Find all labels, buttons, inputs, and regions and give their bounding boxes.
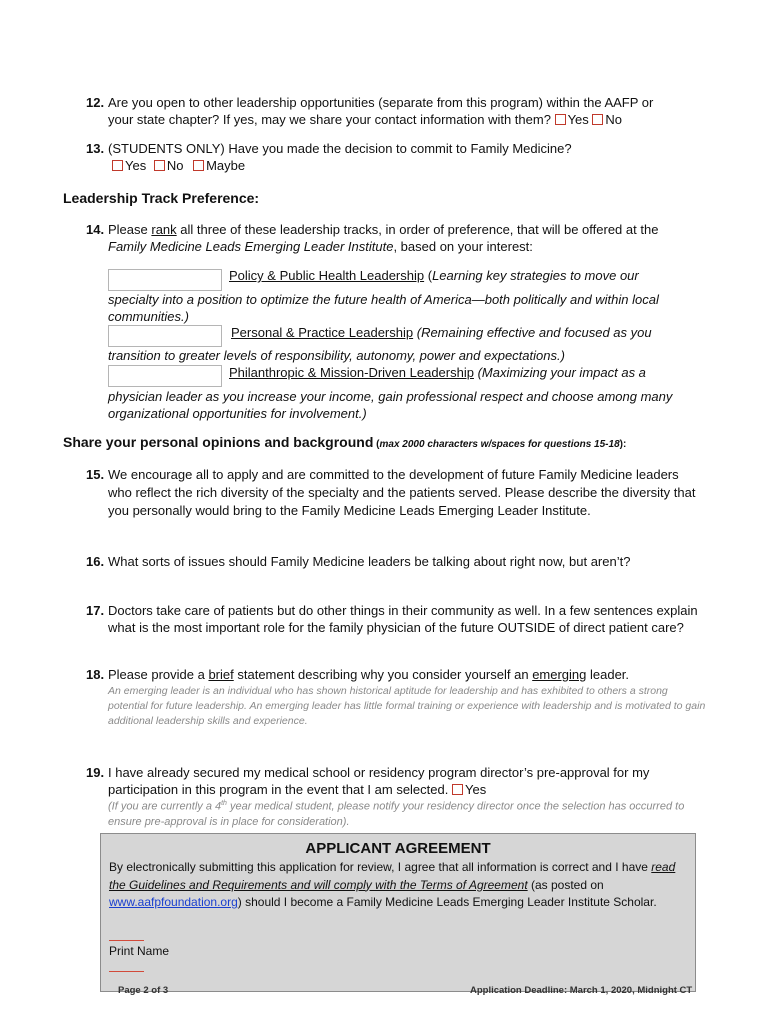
rank-input-philanthropic[interactable] <box>108 365 222 387</box>
q19-note: (If you are currently a 4th year medical student, please notify your residency director once the selection has occurred to ensure pre-approval is in place for consideration). <box>108 800 685 828</box>
q12-no-option[interactable]: No <box>592 112 622 127</box>
q19-yes-checkbox[interactable] <box>452 784 463 795</box>
q14-text: Please rank all three of these leadership tracks, in order of preference, that will be offered at the Family Medicine Leads Emerging Leader Institute, based on your interest: <box>108 222 659 254</box>
track-personal-description: transition to greater levels of responsibility, autonomy, power and expectations.) <box>108 348 565 363</box>
q19-text: I have already secured my medical school or residency program director’s pre-approval for my participation in this program in the event that I am selected. Yes <box>108 765 650 797</box>
q13-yes-option[interactable]: Yes <box>112 158 146 173</box>
track-philanthropic-title: Philanthropic & Mission-Driven Leadership (Maximizing your impact as a <box>229 365 646 380</box>
q15-number: 15. <box>86 467 105 482</box>
applicant-agreement-box <box>100 833 696 992</box>
q16-number: 16. <box>86 554 105 569</box>
q12-yes-checkbox[interactable] <box>555 114 566 125</box>
q13-text: (STUDENTS ONLY) Have you made the decision to commit to Family Medicine? Yes No Maybe <box>108 141 572 173</box>
q15-text: We encourage all to apply and are committed to the development of future Family Medicine leaders who reflect the rich diversity of the specialty and the patients served. Please describe the diversity that you personally would bring to the Family Medicine Leads Emerging Leader Institute. <box>108 467 696 518</box>
track-policy-title: Policy & Public Health Leadership (Learning key strategies to move our <box>229 268 639 283</box>
page-number: Page 2 of 3 <box>118 985 169 996</box>
application-deadline: Application Deadline: March 1, 2020, Midnight CT <box>470 985 693 996</box>
q17-text: Doctors take care of patients but do other things in their community as well. In a few sentences explain what is the most important role for the family physician of the future OUTSIDE of direct patient care? <box>108 603 698 635</box>
q18-note: An emerging leader is an individual who has shown historical aptitude for leadership and has exhibited to others a strong potential for future leadership. An emerging leader has little formal training or experience with leadership and is motivated to gain additional leadership skills and experience. <box>108 685 706 727</box>
q13-maybe-option[interactable]: Maybe <box>193 158 245 173</box>
q12-yes-option[interactable]: Yes <box>555 112 589 127</box>
q13-yes-checkbox[interactable] <box>112 160 123 171</box>
rank-input-policy[interactable] <box>108 269 222 291</box>
track-personal-title: Personal & Practice Leadership (Remaining effective and focused as you <box>231 325 652 340</box>
opinions-heading: Share your personal opinions and background (max 2000 characters w/spaces for questions 15-18): <box>63 434 627 450</box>
q12-text: Are you open to other leadership opportunities (separate from this program) within the AAFP or your state chapter? If yes, may we share your contact information with them? Yes No <box>108 95 654 127</box>
track-policy-description: specialty into a position to optimize the future health of America—both politically and within local communities.) <box>108 292 659 324</box>
q13-no-checkbox[interactable] <box>154 160 165 171</box>
q13-number: 13. <box>86 141 105 156</box>
q16-text: What sorts of issues should Family Medicine leaders be talking about right now, but aren’t? <box>108 554 631 569</box>
q12-no-checkbox[interactable] <box>592 114 603 125</box>
q17-number: 17. <box>86 603 105 618</box>
aafp-foundation-link[interactable]: www.aafpfoundation.org <box>109 895 238 909</box>
print-name-line[interactable] <box>109 971 144 972</box>
print-name-label: Print Name <box>109 944 170 958</box>
rank-input-personal[interactable] <box>108 325 222 347</box>
track-philanthropic-description: physician leader as you increase your income, gain professional respect and choose among many organizational opportunities for involvement.) <box>108 389 673 421</box>
q18-number: 18. <box>86 667 105 682</box>
agreement-title: APPLICANT AGREEMENT <box>305 840 491 857</box>
agreement-text: By electronically submitting this application for review, I agree that all information is correct and I have read the Guidelines and Requirements and will comply with the Terms of Agreement (as posted on www.aafpfoundation.org) should I become a Family Medicine Leads Emerging Leader Institute Scholar. <box>109 860 676 909</box>
signature-line <box>109 940 144 941</box>
q19-number: 19. <box>86 765 105 780</box>
q14-number: 14. <box>86 222 105 237</box>
q13-maybe-checkbox[interactable] <box>193 160 204 171</box>
q18-text: Please provide a brief statement describing why you consider yourself an emerging leader. <box>108 667 630 682</box>
q12-number: 12. <box>86 95 105 110</box>
q19-yes-option[interactable]: Yes <box>452 782 486 797</box>
leadership-track-heading: Leadership Track Preference: <box>63 190 260 206</box>
q13-no-option[interactable]: No <box>154 158 184 173</box>
